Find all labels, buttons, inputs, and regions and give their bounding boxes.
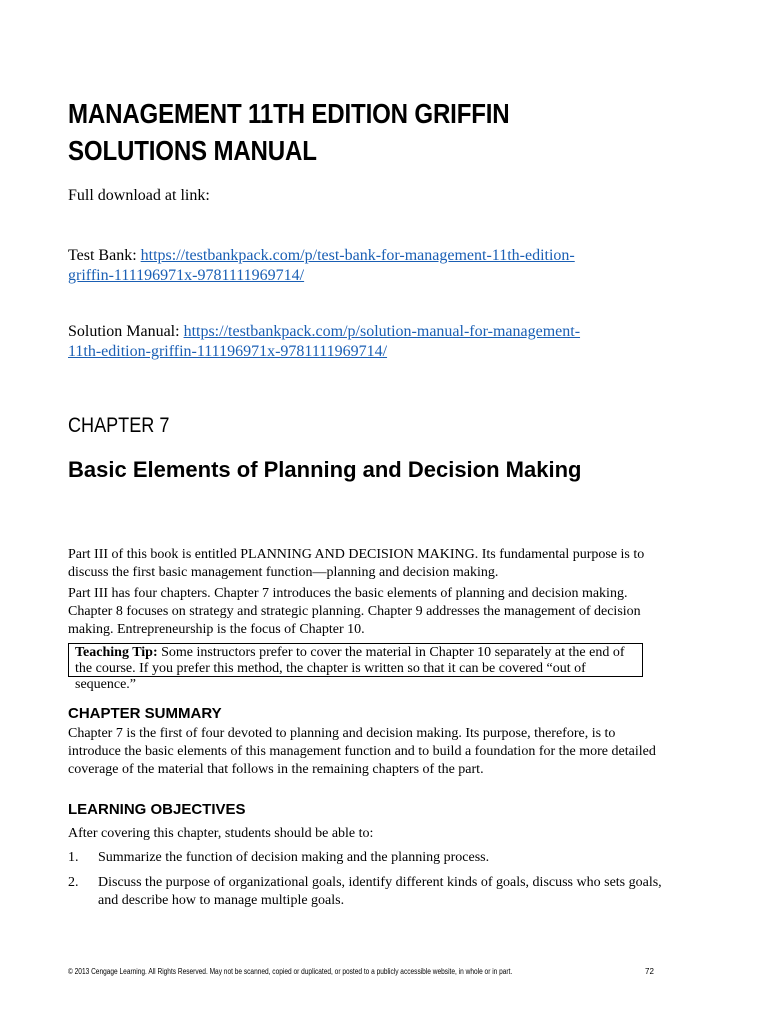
test-bank-url-line-1: https://testbankpack.com/p/test-bank-for-management-11th-edition- [140, 247, 575, 264]
objectives-intro: After covering this chapter, students should be able to: [68, 826, 374, 841]
chapter-summary-heading: CHAPTER SUMMARY [68, 705, 222, 722]
solution-manual-label: Solution Manual: [68, 323, 184, 340]
test-bank-link[interactable] [68, 247, 575, 284]
solution-manual-line [68, 322, 688, 362]
objective-number: 2. [68, 875, 79, 890]
test-bank-label: Test Bank: [68, 247, 141, 264]
copyright-footer [68, 967, 658, 977]
learning-objectives-heading: LEARNING OBJECTIVES [68, 801, 246, 818]
test-bank-line [68, 246, 688, 286]
solution-manual-url-line-2: 11th-edition-griffin-111196971x-9781111969714/ [68, 343, 388, 360]
test-bank-url-line-2: griffin-111196971x-9781111969714/ [68, 267, 305, 284]
document-title-line-2: SOLUTIONS MANUAL [68, 135, 317, 166]
chapter-title: Basic Elements of Planning and Decision Making [68, 457, 582, 482]
objective-number: 1. [68, 850, 79, 865]
intro-paragraph-1: Part III of this book is entitled PLANNING AND DECISION MAKING. Its fundamental purpose is to discuss the first basic management function—planning and decision making. [68, 547, 645, 580]
document-title-line-1: MANAGEMENT 11TH EDITION GRIFFIN [68, 98, 510, 129]
teaching-tip-label: Teaching Tip: [75, 645, 158, 660]
objective-text: Discuss the purpose of organizational goals, identify different kinds of goals, discuss who sets goals, and describe how to manage multiple goals. [98, 875, 662, 908]
chapter-summary-text: Chapter 7 is the first of four devoted to planning and decision making. Its purpose, therefore, is to introduce the basic elements of this management function and to build a foundation for the more detailed coverage of the material that follows in the remaining chapters of the part. [68, 726, 656, 777]
teaching-tip-text: Some instructors prefer to cover the material in Chapter 10 separately at the end of the course. If you prefer this method, the chapter is written so that it can be covered “out of sequence.” [75, 645, 625, 692]
copyright-text: © 2013 Cengage Learning. All Rights Reserved. May not be scanned, copied or duplicated, or posted to a publicly accessible website, in whole or in part. [68, 967, 513, 976]
chapter-label: CHAPTER 7 [68, 414, 170, 437]
teaching-tip-box [68, 643, 643, 692]
page-number: 72 [645, 967, 654, 976]
intro-paragraph-2: Part III has four chapters. Chapter 7 introduces the basic elements of planning and decision making. Chapter 8 focuses on strategy and strategic planning. Chapter 9 addresses the management of decision making. Entrepreneurship is the focus of Chapter 10. [68, 586, 641, 637]
solution-manual-url-line-1: https://testbankpack.com/p/solution-manual-for-management- [183, 323, 581, 340]
download-text: Full download at link: [68, 187, 210, 204]
objective-text: Summarize the function of decision making and the planning process. [98, 850, 490, 865]
document-title [68, 95, 601, 169]
